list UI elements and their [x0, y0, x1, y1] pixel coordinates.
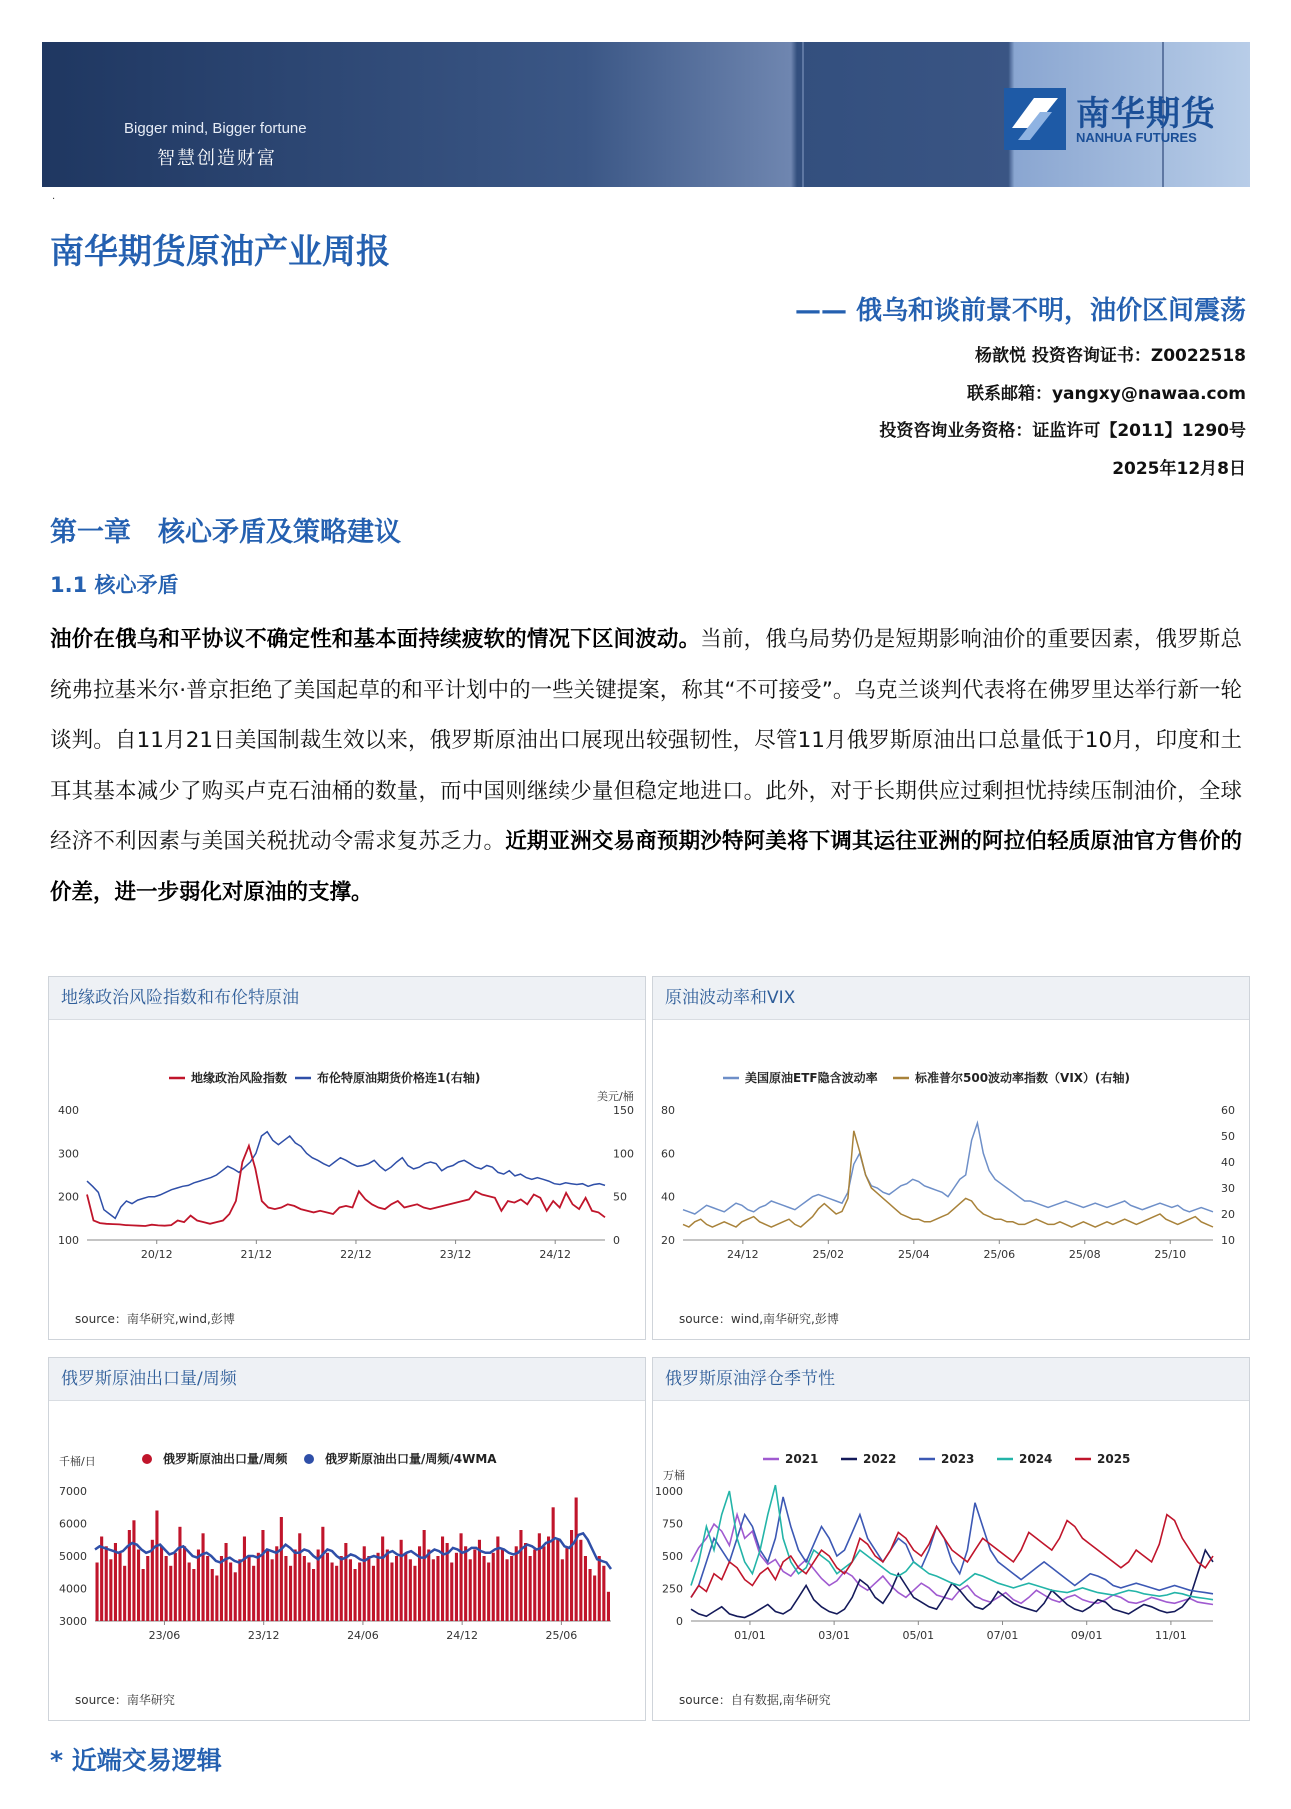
export-bar: [589, 1569, 592, 1621]
export-bar: [155, 1511, 158, 1622]
x-tick-label: 23/06: [148, 1629, 181, 1642]
export-bar: [524, 1543, 527, 1621]
export-bar: [506, 1559, 509, 1621]
export-bar: [248, 1556, 251, 1621]
legend-label: 标准普尔500波动率指数（VIX）(右轴): [915, 1071, 1131, 1085]
y-right-unit: 美元/桶: [597, 1090, 634, 1103]
export-bar: [492, 1553, 495, 1621]
export-bar: [450, 1563, 453, 1622]
export-bar: [252, 1566, 255, 1621]
chart-panel-volatility: [652, 976, 1250, 1340]
export-bar: [455, 1553, 458, 1621]
gpr-series-line: [87, 1146, 605, 1226]
export-bar: [469, 1559, 472, 1621]
paragraph-lead: 油价在俄乌和平协议不确定性和基本面持续疲软的情况下区间波动。: [50, 627, 701, 652]
export-bar: [307, 1563, 310, 1622]
x-tick-label: 11/01: [1155, 1629, 1187, 1642]
export-bar: [174, 1553, 177, 1621]
export-bar: [114, 1543, 117, 1621]
chart-panel-geopolitical: [48, 976, 646, 1340]
legend-label: 地缘政治风险指数: [191, 1071, 288, 1085]
export-bar: [119, 1553, 122, 1621]
y-right-tick-label: 40: [1221, 1156, 1235, 1169]
export-bar: [257, 1553, 260, 1621]
y-right-tick-label: 100: [613, 1147, 634, 1161]
x-tick-label: 21/12: [240, 1248, 273, 1261]
export-bar: [561, 1559, 564, 1621]
paragraph-body: 当前，俄乌局势仍是短期影响油价的重要因素，俄罗斯总统弗拉基米尔·普京拒绝了美国起草的和平计划中的一些关键提案，称其“不可接受”。乌克兰谈判代表将在佛罗里达举行新一轮谈判。自11月21日美国制裁生效以来，俄罗斯原油出口展现出较强韧性，尽管11月俄罗斯原油出口总量低于10月，印度和土耳其基本减少了购买卢克石油桶的数量，而中国则继续少量但稳定地进口。此外，对于长期供应过剩担忧持续压制油价，全球经济不利因素与美国关税扰动令需求复苏乏力。: [50, 627, 1242, 854]
export-bar: [160, 1546, 163, 1621]
y-tick-label: 200: [58, 1190, 79, 1204]
export-bar: [404, 1553, 407, 1621]
export-bar: [294, 1550, 297, 1622]
legend-label: 俄罗斯原油出口量/周频: [163, 1452, 288, 1466]
logo-text-cn: 南华期货: [1076, 94, 1216, 134]
slogan-chinese: 智慧创造财富: [157, 148, 277, 169]
x-tick-label: 03/01: [818, 1629, 850, 1642]
page-dot: ·: [52, 194, 56, 205]
x-tick-label: 24/12: [446, 1629, 479, 1642]
y-tick-label: 80: [661, 1104, 675, 1117]
export-bar: [533, 1550, 536, 1622]
export-bar: [363, 1546, 366, 1621]
chart-title: 俄罗斯原油出口量/周频: [49, 1358, 645, 1401]
oil-volatility-vix-chart: [653, 1020, 1249, 1300]
export-bar: [298, 1533, 301, 1621]
export-bar: [146, 1556, 149, 1621]
x-tick-label: 25/04: [897, 1248, 930, 1261]
y-right-tick-label: 20: [1221, 1208, 1235, 1221]
export-bar: [552, 1507, 555, 1621]
legend-label: 2021: [785, 1452, 819, 1466]
export-bar: [331, 1563, 334, 1622]
legend-label: 2024: [1019, 1452, 1053, 1466]
chapter-title: 第一章 核心矛盾及策略建议: [50, 517, 401, 548]
export-bar: [284, 1556, 287, 1621]
export-bar: [109, 1559, 112, 1621]
legend-label: 2025: [1097, 1452, 1131, 1466]
y-right-tick-label: 150: [613, 1104, 634, 1117]
export-bar: [183, 1546, 186, 1621]
chart-title: 地缘政治风险指数和布伦特原油: [49, 977, 645, 1020]
export-bar: [289, 1566, 292, 1621]
export-bar: [192, 1569, 195, 1621]
export-bar: [436, 1556, 439, 1621]
export-bar: [400, 1540, 403, 1621]
export-bar: [142, 1569, 145, 1621]
export-bar: [556, 1540, 559, 1621]
x-tick-label: 24/12: [539, 1248, 572, 1261]
export-bar: [188, 1563, 191, 1622]
export-bar: [487, 1563, 490, 1622]
header-banner: [42, 42, 1250, 187]
export-bar: [132, 1520, 135, 1621]
y-right-tick-label: 30: [1221, 1182, 1235, 1195]
y-tick-label: 5000: [59, 1550, 87, 1563]
export-bar: [271, 1559, 274, 1621]
export-bar: [579, 1540, 582, 1621]
y-right-tick-label: 50: [1221, 1130, 1235, 1143]
export-bar: [215, 1576, 218, 1622]
export-bar: [169, 1566, 172, 1621]
export-bar: [607, 1592, 610, 1621]
y-tick-label: 400: [58, 1104, 79, 1117]
export-bar: [238, 1559, 241, 1621]
export-bar: [473, 1550, 476, 1622]
y-tick-label: 0: [676, 1615, 683, 1628]
export-bar: [280, 1517, 283, 1621]
chart-title: 原油波动率和VIX: [653, 977, 1249, 1020]
y-right-tick-label: 10: [1221, 1234, 1235, 1247]
export-bar: [211, 1569, 214, 1621]
y-right-tick-label: 50: [613, 1190, 627, 1204]
y-tick-label: 20: [661, 1234, 675, 1247]
logo-text-en: NANHUA FUTURES: [1076, 130, 1197, 145]
export-bar: [409, 1559, 412, 1621]
report-title: 南华期货原油产业周报: [50, 232, 390, 272]
y-tick-label: 6000: [59, 1517, 87, 1531]
export-bar: [593, 1576, 596, 1622]
legend-marker: [304, 1454, 314, 1464]
chart-panel-exports: [48, 1357, 646, 1721]
export-bar: [137, 1550, 140, 1622]
export-bar: [390, 1563, 393, 1622]
export-bar: [386, 1550, 389, 1622]
export-bar: [464, 1546, 467, 1621]
export-bar: [515, 1546, 518, 1621]
chart-source: source：南华研究: [75, 1693, 175, 1707]
export-bar: [96, 1563, 99, 1622]
y-tick-label: 300: [58, 1147, 79, 1161]
export-bar: [372, 1566, 375, 1621]
export-bar: [349, 1559, 352, 1621]
export-bar: [197, 1550, 200, 1622]
export-bar: [460, 1533, 463, 1621]
x-tick-label: 01/01: [734, 1629, 766, 1642]
export-bar: [344, 1543, 347, 1621]
export-bar: [105, 1546, 108, 1621]
export-bar: [510, 1556, 513, 1621]
export-bar: [275, 1546, 278, 1621]
export-bar: [178, 1527, 181, 1621]
season-2024-line: [691, 1485, 1213, 1600]
y-tick-label: 40: [661, 1190, 675, 1204]
y-tick-label: 500: [662, 1550, 683, 1563]
export-bar: [367, 1556, 370, 1621]
near-term-heading: * 近端交易逻辑: [50, 1746, 222, 1775]
chart-source: source：南华研究,wind,彭博: [75, 1312, 235, 1326]
export-bar: [354, 1569, 357, 1621]
paragraph-tail: 近期亚洲交易商预期沙特阿美将下调其运往亚洲的阿拉伯轻质原油官方售价的价差，进一步弱化对原油的支撑。: [50, 829, 1242, 905]
export-bar: [519, 1530, 522, 1621]
export-bar: [483, 1556, 486, 1621]
author-line: 杨歆悦 投资咨询证书：Z0022518: [974, 346, 1246, 366]
chart-source: source：wind,南华研究,彭博: [679, 1312, 839, 1326]
y-right-tick-label: 60: [1221, 1104, 1235, 1117]
report-date: 2025年12月8日: [1112, 459, 1246, 479]
y-tick-label: 250: [662, 1582, 683, 1596]
y-tick-label: 7000: [59, 1485, 87, 1498]
export-bar: [340, 1556, 343, 1621]
x-tick-label: 09/01: [1070, 1629, 1103, 1642]
x-tick-label: 24/12: [726, 1248, 759, 1261]
x-tick-label: 22/12: [340, 1248, 372, 1261]
etf-volatility-line: [683, 1123, 1213, 1214]
export-bar: [423, 1530, 426, 1621]
export-bar: [547, 1537, 550, 1622]
export-bar: [432, 1559, 435, 1621]
export-bar: [234, 1572, 237, 1621]
slogan-english: Bigger mind, Bigger fortune: [124, 120, 307, 137]
export-bar: [165, 1556, 168, 1621]
export-bar: [542, 1546, 545, 1621]
x-tick-label: 24/06: [347, 1629, 379, 1642]
y-right-tick-label: 0: [613, 1234, 620, 1247]
chart-panel-floating-storage: [652, 1357, 1250, 1721]
export-bar: [538, 1533, 541, 1621]
report-subtitle: —— 俄乌和谈前景不明，油价区间震荡: [794, 296, 1246, 326]
export-bar: [501, 1550, 504, 1622]
x-tick-label: 25/08: [1068, 1248, 1101, 1261]
russia-exports-chart: [49, 1401, 645, 1681]
legend-label: 2023: [941, 1452, 975, 1466]
export-bar: [303, 1556, 306, 1621]
section-title: 1.1 核心矛盾: [50, 573, 179, 597]
export-bar: [100, 1537, 103, 1622]
export-bar: [206, 1556, 209, 1621]
logo-mark-icon: [1004, 88, 1066, 150]
legend-label: 2022: [863, 1452, 897, 1466]
x-tick-label: 25/06: [983, 1248, 1016, 1261]
export-bar: [229, 1563, 232, 1622]
export-bar: [441, 1537, 444, 1622]
export-bar: [413, 1566, 416, 1621]
export-bar: [529, 1556, 532, 1621]
y-tick-label: 1000: [655, 1485, 683, 1498]
chart-source: source：自有数据,南华研究: [679, 1693, 831, 1707]
x-tick-label: 23/12: [247, 1629, 280, 1642]
export-bar: [266, 1550, 269, 1622]
export-bar: [427, 1550, 430, 1622]
x-tick-label: 23/12: [439, 1248, 472, 1261]
export-bar: [220, 1556, 223, 1621]
email-line: 联系邮箱：yangxy@nawaa.com: [966, 384, 1246, 404]
export-bar: [312, 1569, 315, 1621]
license-line: 投资咨询业务资格：证监许可【2011】1290号: [879, 421, 1246, 441]
legend-label: 布伦特原油期货价格连1(右轴): [317, 1071, 481, 1085]
vix-line: [683, 1131, 1213, 1227]
legend-label: 俄罗斯原油出口量/周频/4WMA: [325, 1452, 497, 1466]
y-tick-label: 4000: [59, 1582, 87, 1596]
export-bar: [395, 1556, 398, 1621]
x-tick-label: 25/06: [545, 1629, 578, 1642]
y-tick-label: 100: [58, 1234, 79, 1247]
export-bar: [602, 1566, 605, 1621]
export-bar: [335, 1566, 338, 1621]
x-tick-label: 25/02: [812, 1248, 845, 1261]
export-bar: [377, 1553, 380, 1621]
export-bar: [565, 1546, 568, 1621]
geopolitical-brent-chart: [49, 1020, 645, 1300]
floating-storage-seasonal-chart: [653, 1401, 1249, 1681]
x-tick-label: 25/10: [1154, 1248, 1187, 1261]
export-bar: [598, 1556, 601, 1621]
y-unit-label: 万桶: [663, 1469, 685, 1482]
export-bar: [225, 1543, 228, 1621]
export-bar: [261, 1530, 264, 1621]
export-bar: [575, 1498, 578, 1622]
export-bar: [381, 1537, 384, 1622]
x-tick-label: 20/12: [140, 1248, 173, 1261]
legend-marker: [142, 1454, 152, 1464]
export-bar: [584, 1556, 587, 1621]
y-tick-label: 60: [661, 1147, 675, 1161]
export-bar: [358, 1563, 361, 1622]
chart-title: 俄罗斯原油浮仓季节性: [653, 1358, 1249, 1401]
core-paragraph: [50, 615, 1242, 918]
x-tick-label: 07/01: [986, 1629, 1019, 1642]
export-bar: [202, 1533, 205, 1621]
export-bar: [243, 1537, 246, 1622]
export-bar: [321, 1527, 324, 1621]
y-unit-label: 千桶/日: [59, 1455, 96, 1468]
y-tick-label: 3000: [59, 1615, 87, 1628]
export-bar: [123, 1566, 126, 1621]
y-tick-label: 750: [662, 1517, 683, 1531]
legend-label: 美国原油ETF隐含波动率: [745, 1071, 878, 1085]
company-logo: [1004, 84, 1236, 152]
export-bar: [326, 1553, 329, 1621]
x-tick-label: 05/01: [902, 1629, 935, 1642]
